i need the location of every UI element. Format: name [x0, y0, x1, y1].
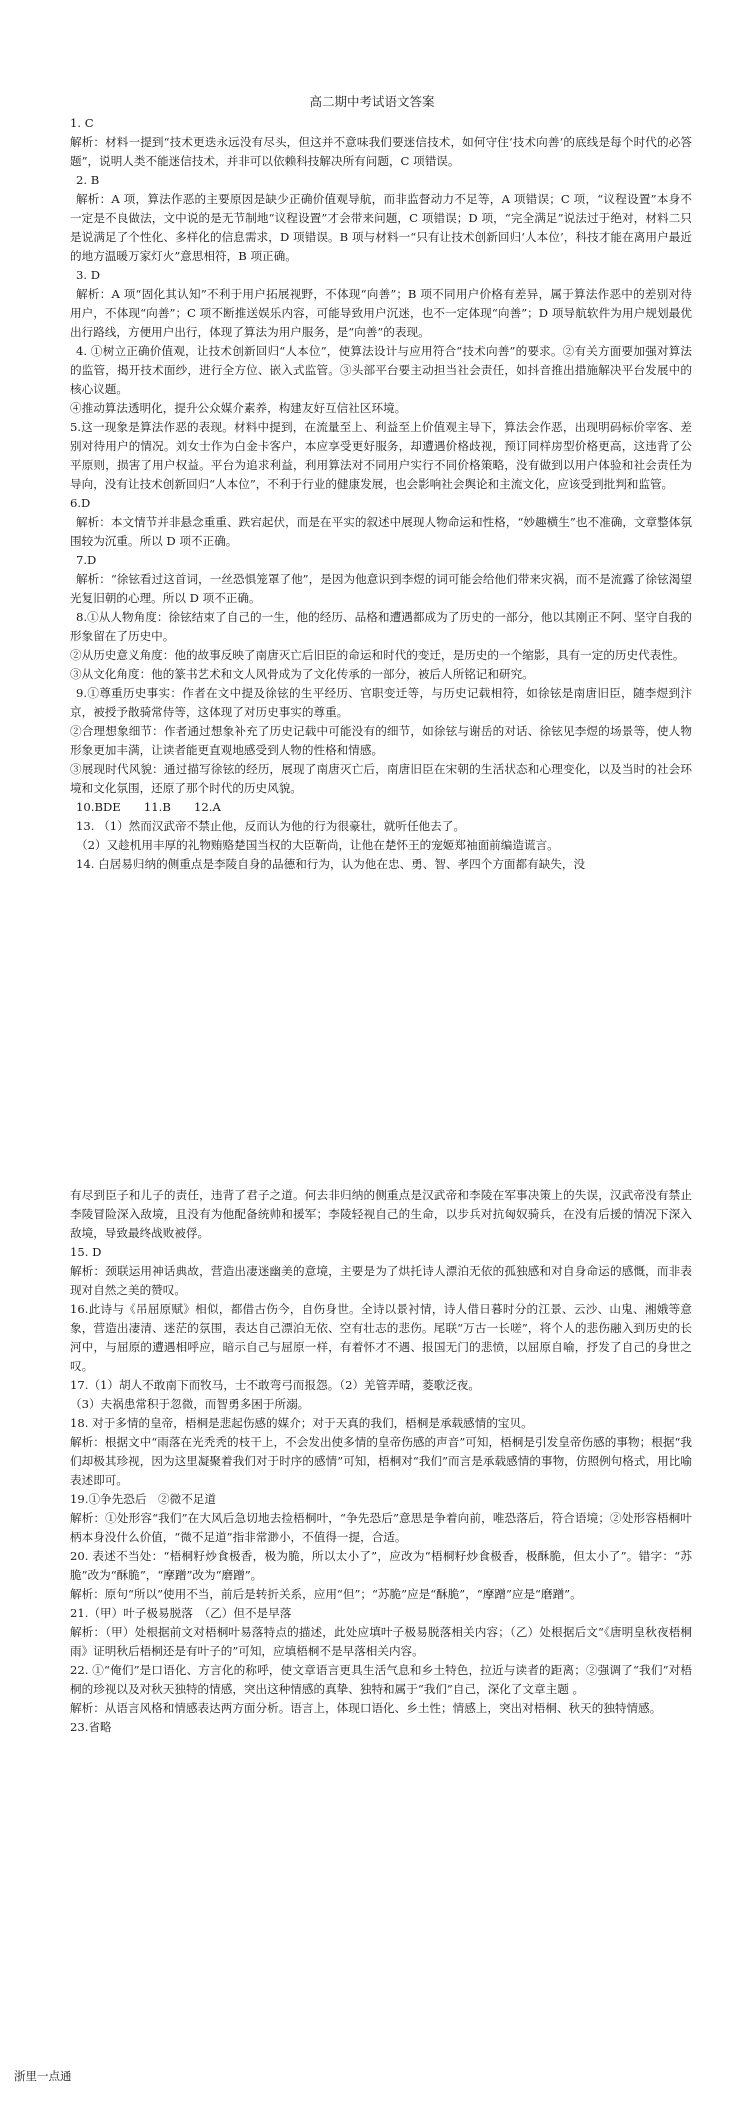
- answer-block-1: [70, 114, 692, 874]
- answer-line: 解析：从语言风格和情感表达两方面分析。语言上，体现口语化、乡土性；情感上，突出对梧桐、秋天的独特情感。: [70, 1701, 662, 1715]
- answer-line: ③从文化角度：他的篆书艺术和文人风骨成为了文化传承的一部分，被后人所铭记和研究。: [70, 667, 534, 681]
- footer-watermark: 浙里一点通: [14, 2069, 72, 2083]
- answer-line: 10.BDE 11.B 12.A: [76, 800, 221, 814]
- page-title: 高二期中考试语文答案: [309, 94, 435, 109]
- answer-line: 有尽到臣子和儿子的责任，违背了君子之道。何去非归纳的侧重点是汉武帝和李陵在军事决策上的失误，汉武帝没有禁止李陵冒险深入敌境，且没有为他配备统帅和援军；李陵轻视自己的生命，以步兵对抗匈奴骑兵，在没有后援的情况下深入敌境，导致最终战败被俘。: [70, 1188, 692, 1240]
- answer-line: 解析：①处形容“我们”在大风后急切地去捡梧桐叶，“争先恐后”意思是争着向前，唯恐落后，符合语境；②处形容梧桐叶柄本身没什么价值，“微不足道”指非常渺小，不值得一提，合适。: [70, 1511, 692, 1544]
- answer-line: 解析：原句“所以”使用不当，前后是转折关系，应用“但”；“苏脆”应是“酥脆”，“摩蹭”应是“磨蹭”。: [70, 1587, 582, 1601]
- answer-line: （3）夫祸患常积于忽微，而智勇多困于所溺。: [70, 1397, 310, 1411]
- answer-line: 18. 对于多情的皇帝，梧桐是悲起伤感的媒介；对于天真的我们，梧桐是承载感情的宝贝。: [70, 1416, 533, 1430]
- answer-line: 7.D: [76, 553, 97, 567]
- answer-line: 22. ①“俺们”是口语化、方言化的称呼，使文章语言更具生活气息和乡土特色，拉近与读者的距离；②强调了“我们”对梧桐的珍视以及对秋天独特的情感，突出这种情感的真挚、独特和属于“我们”自己，深化了文章主题 。: [70, 1663, 692, 1696]
- answer-line: 14. 白居易归纳的侧重点是李陵自身的品德和行为，认为他在忠、勇、智、孝四个方面都有缺失，没: [76, 857, 586, 871]
- answer-line: ②合理想象细节：作者通过想象补充了历史记载中可能没有的细节，如徐铉与谢岳的对话、徐铉见李煜的场景等，使人物形象更加丰满，让读者能更直观地感受到人物的性格和情感。: [70, 724, 692, 757]
- answer-line: 解析：颈联运用神话典故，营造出凄迷幽美的意境，主要是为了烘托诗人漂泊无依的孤独感和对自身命运的感慨，而非表现对自然之美的赞叹。: [70, 1264, 692, 1297]
- answer-line: （2）又趁机用丰厚的礼物贿赂楚国当权的大臣靳尚，让他在楚怀王的宠姬郑袖面前编造谎言。: [76, 838, 559, 852]
- answer-line: 解析：“徐铉看过这首词，一丝恐惧笼罩了他”，是因为他意识到李煜的词可能会给他们带来灾祸，而不是流露了徐铉渴望光复旧朝的心理。所以 D 项不正确。: [70, 572, 692, 605]
- answer-line: 6.D: [70, 496, 91, 510]
- answer-line: 19.①争先恐后 ②微不足道: [70, 1492, 216, 1506]
- answer-line: ③展现时代风貌：通过描写徐铉的经历，展现了南唐灭亡后，南唐旧臣在宋朝的生活状态和心理变化，以及当时的社会环境和文化氛围，还原了那个时代的历史风貌。: [70, 762, 692, 795]
- answer-line: 13. （1）然而汉武帝不禁止他，反而认为他的行为很豪壮，就听任他去了。: [76, 819, 465, 833]
- answer-line: 9.①尊重历史事实：作者在文中提及徐铉的生平经历、官职变迁等，与历史记载相符，如徐铉是南唐旧臣，随李煜到汴京，被授予散骑常侍等，这体现了对历史事实的尊重。: [70, 686, 692, 719]
- answer-block-2: [70, 1186, 692, 1737]
- answer-line: 8.①从人物角度：徐铉结束了自己的一生，他的经历、品格和遭遇都成为了历史的一部分，他以其刚正不阿、坚守自我的形象留在了历史中。: [70, 610, 692, 643]
- answer-line: 1. C: [70, 116, 94, 130]
- answer-line: 15. D: [70, 1245, 102, 1259]
- answer-line: 解析：根据文中“雨落在光秃秃的枝干上，不会发出使多情的皇帝伤感的声音”可知，梧桐是引发皇帝伤感的事物；根据“我们却极其珍视，因为这里凝聚着我们对于时序的感情”可知，梧桐对“我们”而言是承载感情的事物，仿照例句格式，用比喻表述即可。: [70, 1435, 692, 1487]
- answer-line: ④推动算法透明化，提升公众媒介素养，构建友好互信社区环境。: [70, 401, 407, 415]
- answer-line: 2. B: [76, 173, 100, 187]
- answer-line: 4. ①树立正确价值观，让技术创新回归“人本位”，使算法设计与应用符合“技术向善”的要求。②有关方面要加强对算法的监管，揭开技术面纱，进行全方位、嵌入式监管。③头部平台要主动担当社会责任，如抖音推出措施解决平台发展中的核心议题。: [70, 344, 692, 396]
- answer-line: 16.此诗与《吊屈原赋》相似，都借古伤今，自伤身世。全诗以景衬情，诗人借日暮时分的江景、云沙、山鬼、湘娥等意象，营造出凄清、迷茫的氛围，表达自己漂泊无依、空有壮志的悲伤。尾联“万古一长嗟”，将个人的悲伤融入到历史的长河中，与屈原的遭遇相呼应，暗示自己与屈原一样，有着怀才不遇、报国无门的悲愤，以屈原自喻，抒发了自己的身世之叹。: [70, 1302, 692, 1373]
- answer-line: ②从历史意义角度：他的故事反映了南唐灭亡后旧臣的命运和时代的变迁，是历史的一个缩影，具有一定的历史代表性。: [70, 648, 685, 662]
- answer-line: 解析：A 项，算法作恶的主要原因是缺少正确价值观导航，而非监督动力不足等，A 项错误；C 项，“议程设置”本身不一定是不良做法，文中说的是无节制地“议程设置”才会带来问题，C 项错误；D 项，“完全满足”说法过于绝对，材料二只是说满足了个性化、多样化的信息需求，D 项错误。B 项与材料一“只有让技术创新回归‘人本位’，科技才能在离用户最近的地方温暖万家灯火”意思相符，B 项正确。: [70, 192, 692, 263]
- answer-line: 3. D: [76, 268, 101, 282]
- answer-line: 解析：A 项“固化其认知”不利于用户拓展视野，不体现“向善”；B 项不同用户价格有差异，属于算法作恶中的差别对待用户，不体现“向善”；C 项不断推送娱乐内容，可能导致用户沉迷，也不一定体现“向善”；D 项导航软件为用户规划最优出行路线，方便用户出行，体现了算法为用户服务，是“向善”的表现。: [70, 287, 692, 339]
- answer-line: 21.（甲）叶子极易脱落 （乙）但不是早落: [70, 1606, 292, 1620]
- answer-line: 5.这一现象是算法作恶的表现。材料中提到，在流量至上、利益至上价值观主导下，算法会作恶，出现明码标价宰客、差别对待用户的情况。刘女士作为白金卡客户，本应享受更好服务，却遭遇价格歧视，预订同样房型价格更高，这违背了公平原则，损害了用户权益。平台为追求利益，利用算法对不同用户实行不同价格策略，没有做到以用户体验和社会责任为导向，没有让技术创新回归“人本位”，不利于行业的健康发展，也会影响社会舆论和主流文化，应该受到批判和监管。: [70, 420, 692, 491]
- answer-line: 解析：（甲）处根据前文对梧桐叶易落特点的描述，此处应填叶子极易脱落相关内容；（乙）处根据后文“《唐明皇秋夜梧桐雨》证明秋后梧桐还是有叶子的”可知，应填梧桐不是早落相关内容。: [70, 1625, 692, 1658]
- answer-line: 20. 表述不当处：“梧桐籽炒食极香，极为脆，所以太小了”，应改为“梧桐籽炒食极香，极酥脆，但太小了”。错字：“苏脆”改为“酥脆”，“摩蹭”改为“磨蹭”。: [70, 1549, 692, 1582]
- answer-line: 23.省略: [70, 1720, 112, 1734]
- answer-line: 17.（1）胡人不敢南下而牧马，士不敢弯弓而报怨。（2）羌管弄晴，菱歌泛夜。: [70, 1378, 480, 1392]
- answer-line: 解析：材料一提到“技术更迭永远没有尽头，但这并不意味我们要迷信技术，如何守住‘技术向善’的底线是每个时代的必答题”，说明人类不能迷信技术，并非可以依赖科技解决所有问题，C 项错误。: [70, 135, 692, 168]
- answer-line: 解析：本文情节并非悬念重重、跌宕起伏，而是在平实的叙述中展现人物命运和性格，“妙趣横生”也不准确，文章整体氛围较为沉重。所以 D 项不正确。: [70, 515, 692, 548]
